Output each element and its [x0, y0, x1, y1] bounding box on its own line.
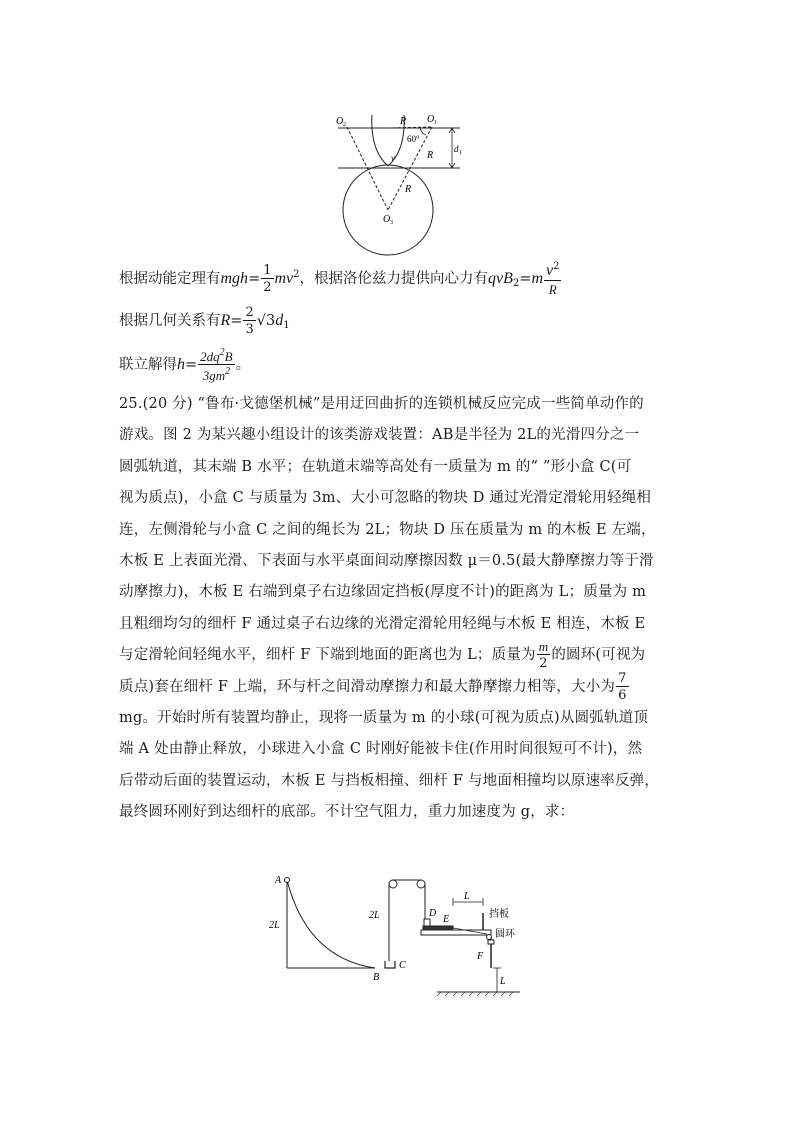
fraction-h-num-main: 2dq	[200, 349, 220, 364]
solution-line-2-prefix: 根据几何关系有	[119, 313, 221, 329]
fraction-h-result-num	[198, 348, 234, 365]
solution-line-1-lhs2: qvB	[488, 270, 513, 287]
problem-line: 视为质点)，小盒 C 与质量为 3m、大小可忽略的物块 D 通过光滑定滑轮用轻绳相	[119, 490, 652, 507]
label-v: v	[391, 153, 395, 163]
solution-line-2	[119, 306, 290, 336]
problem-line-ring-mass	[119, 640, 685, 671]
solution-line-3	[119, 348, 250, 382]
fraction-h-den-main: 3gm	[202, 368, 226, 383]
solution-line-2-root: √3	[256, 313, 276, 329]
label-o1: O	[427, 114, 435, 125]
problem-line: mg。开始时所有装置均静止，现将一质量为 m 的小球(可视为质点)从圆弧轨道顶	[119, 709, 649, 726]
fraction-half-den: 2	[263, 280, 272, 295]
label-o3: O	[383, 214, 391, 225]
solution-line-2-d-sub: 1	[283, 320, 290, 331]
problem-line: 圆弧轨道，其末端 B 水平；在轨道末端等高处有一质量为 m 的“ ”形小盒 C(可	[119, 458, 632, 475]
fraction-v2-r-den: R	[548, 282, 557, 297]
label-2l-left: 2L	[269, 920, 280, 931]
fraction-v2-r	[544, 262, 561, 296]
solution-line-1-m: m	[531, 270, 543, 287]
fraction-h-result-den	[198, 365, 234, 382]
solution-line-1-sep: ，根据洛伦兹力提供向心力有	[299, 271, 489, 287]
solution-line-3-var: h	[177, 356, 185, 373]
fraction-two-thirds-num: 2	[245, 305, 254, 320]
solution-line-1-lhs2-sub: 2	[512, 278, 520, 289]
fraction-half-num: 1	[263, 263, 272, 278]
fraction-h-num-sup: 2	[219, 347, 225, 358]
solution-line-2-eq: =	[230, 313, 243, 329]
fraction-v2-r-num-sup: 2	[553, 261, 560, 272]
label-a: A	[275, 875, 282, 886]
fraction-m-half-den: 2	[539, 656, 548, 672]
fraction-two-thirds-den: 3	[245, 322, 254, 337]
solution-line-1-lhs: mgh	[220, 270, 249, 287]
problem-line: 动摩擦力)，木板 E 右端到桌子右边缘固定挡板(厚度不计)的距离为 L；质量为 m	[119, 584, 647, 601]
fraction-seven-sixths-num: 7	[618, 670, 627, 686]
figure-1-geometry	[330, 110, 465, 258]
label-r-right: R	[427, 150, 434, 161]
solution-line-1-rhs: mv	[274, 270, 294, 287]
solution-line-1	[119, 262, 562, 296]
label-r-top: R	[400, 116, 407, 127]
label-o2-sub: 2	[343, 122, 346, 128]
figure-2-apparatus	[265, 868, 530, 1000]
fraction-m-half-num: m	[538, 639, 549, 655]
solution-line-3-prefix: 联立解得	[119, 357, 177, 373]
solution-line-1-eq: =	[248, 271, 261, 287]
problem-line: 后带动后面的装置运动，木板 E 与挡板相撞、细杆 F 与地面相撞均以原速率反弹，	[119, 772, 660, 789]
fraction-seven-sixths	[616, 672, 628, 702]
label-o1-sub: 1	[434, 120, 437, 126]
fraction-two-thirds	[243, 306, 255, 336]
fraction-half	[261, 264, 273, 294]
problem-line-10-head: 质点)套在细杆 F 上端，环与杆之间滑动摩擦力和最大静摩擦力相等，大小为	[119, 678, 616, 695]
label-baffle: 挡板	[489, 909, 509, 920]
label-c: C	[399, 960, 406, 971]
label-o2: O	[336, 116, 344, 127]
label-o3-sub: 3	[390, 220, 393, 226]
fraction-v2-r-num-v: v	[546, 262, 554, 279]
problem-line-friction	[119, 672, 685, 703]
fraction-seven-sixths-den: 6	[618, 687, 627, 703]
problem-line-9-head: 与定滑轮间轻绳水平，细杆 F 下端到地面的距离也为 L；质量为	[119, 647, 536, 664]
solution-line-2-var: R	[220, 312, 231, 329]
problem-line: 木板 E 上表面光滑、下表面与水平桌面间动摩擦因数 μ＝0.5(最大静摩擦力等于滑	[119, 552, 654, 569]
solution-line-3-end: 。	[235, 357, 251, 373]
solution-line-3-eq: =	[185, 357, 198, 373]
solution-line-1-rhs-sup: 2	[293, 269, 300, 280]
solution-line-1-eq2: =	[519, 271, 532, 287]
label-d-sub: 1	[459, 150, 462, 156]
label-r-low: R	[405, 184, 412, 195]
label-d: d	[454, 144, 459, 154]
problem-line: 且粗细均匀的细杆 F 通过桌子右边缘的光滑定滑轮用轻绳与木板 E 相连，木板 E	[119, 615, 646, 632]
fraction-h-den-sup: 2	[225, 366, 231, 377]
label-b: B	[373, 972, 380, 983]
label-f: F	[477, 951, 484, 962]
label-angle: 60°	[407, 134, 420, 144]
solution-line-1-prefix: 根据动能定理有	[119, 271, 221, 287]
solution-line-2-d: d	[275, 312, 284, 329]
problem-line: 连，左侧滑轮与小盒 C 之间的绳长为 2L；物块 D 压在质量为 m 的木板 E 左端，	[119, 521, 656, 538]
problem-line-9-tail: 的圆环(可视为	[551, 647, 646, 664]
fraction-h-num-tail: B	[224, 349, 233, 364]
label-d: D	[429, 908, 437, 919]
problem-line: 25.(20 分) “鲁布·戈德堡机械”是用迂回曲折的连锁机械反应完成一些简单动作的	[119, 396, 644, 412]
problem-line: 端 A 处由静止释放，小球进入小盒 C 时刚好能被卡住(作用时间很短可不计)，然	[119, 741, 643, 758]
problem-line: 游戏。图 2 为某兴趣小组设计的该类游戏装置：AB是半径为 2L的光滑四分之一	[119, 427, 640, 444]
fraction-h-result	[198, 348, 234, 382]
fraction-v2-r-num	[544, 262, 561, 281]
label-l-top: L	[464, 891, 470, 902]
label-e: E	[443, 914, 450, 925]
label-ring: 圆环	[495, 929, 515, 940]
problem-25-text	[119, 389, 685, 828]
label-l-bottom: L	[500, 976, 506, 987]
fraction-m-half	[537, 640, 551, 670]
problem-line: 最终圆环刚好到达细杆的底部。不计空气阻力，重力加速度为 g，求：	[119, 804, 575, 821]
label-2l-mid: 2L	[369, 910, 380, 921]
